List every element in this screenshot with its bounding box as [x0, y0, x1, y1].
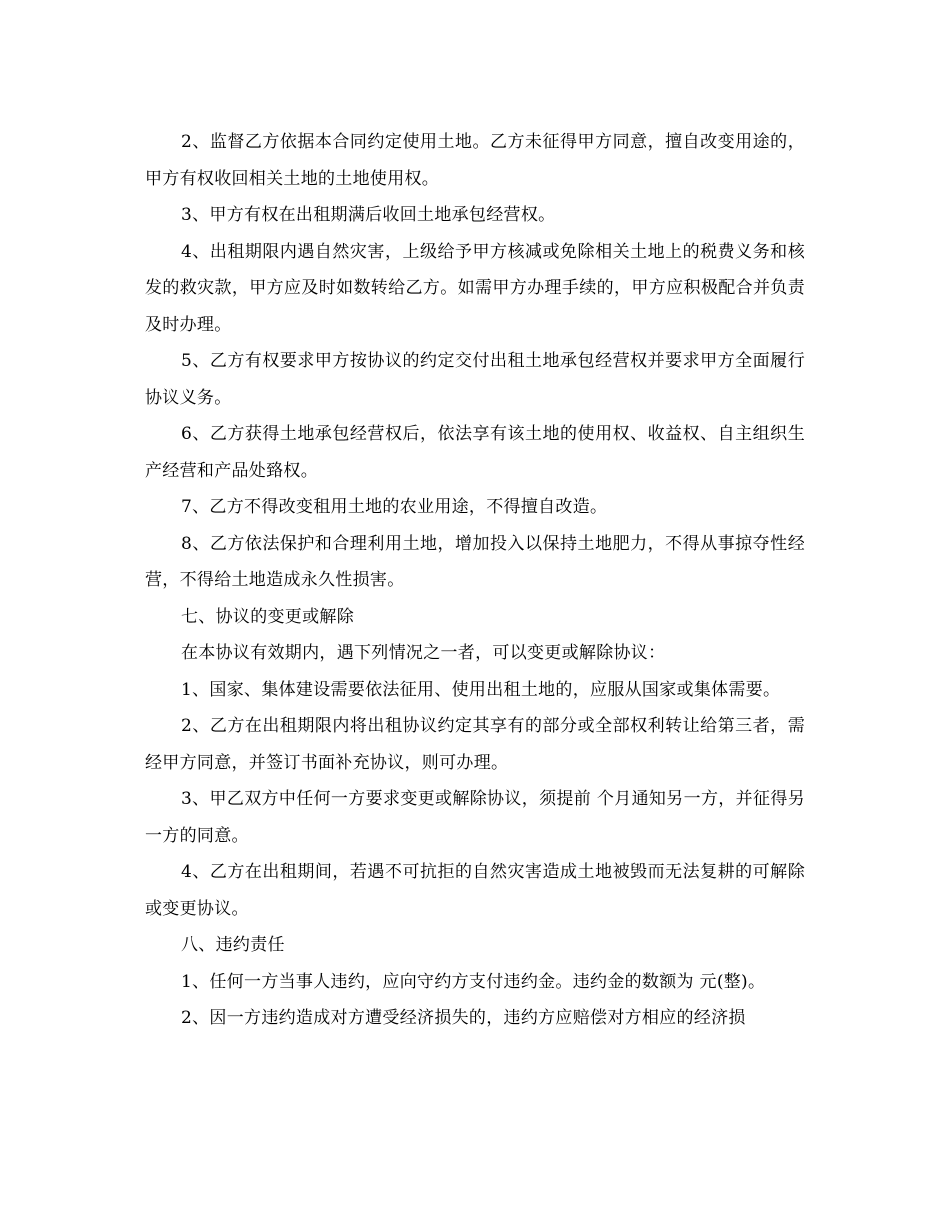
paragraph-advance-notice: 3、甲乙双方中任何一方要求变更或解除协议，须提前 个月通知另一方，并征得另一方的同意。 — [145, 789, 805, 846]
section-heading-liability: 八、违约责任 — [181, 935, 285, 955]
paragraph-delivery-rights: 5、乙方有权要求甲方按协议的约定交付出租土地承包经营权并要求甲方全面履行协议义务。 — [145, 351, 805, 408]
paragraph-change-conditions: 在本协议有效期内，遇下列情况之一者，可以变更或解除协议： — [181, 643, 666, 663]
document-body — [145, 124, 805, 1037]
section-heading-change-termination: 七、协议的变更或解除 — [181, 606, 354, 627]
paragraph-state-requisition: 1、国家、集体建设需要依法征用、使用出租土地的，应服从国家或集体需要。 — [181, 679, 781, 700]
paragraph-compensation: 2、因一方违约造成对方遭受经济损失的，违约方应赔偿对方相应的经济损 — [181, 1008, 746, 1028]
paragraph-land-protection: 8、乙方依法保护和合理利用土地，增加投入以保持土地肥力，不得从事掠夺性经营，不得给土地造成永久性损害。 — [145, 533, 805, 590]
paragraph-use-rights: 6、乙方获得土地承包经营权后，依法享有该土地的使用权、收益权、自主组织生产经营和产品处臵权。 — [145, 424, 805, 481]
paragraph-force-majeure: 4、乙方在出租期间，若遇不可抗拒的自然灾害造成土地被毁而无法复耕的可解除或变更协议。 — [145, 862, 805, 919]
paragraph-supervise-use: 2、监督乙方依据本合同约定使用土地。乙方未征得甲方同意，擅自改变用途的，甲方有权收回相关土地的土地使用权。 — [145, 132, 805, 189]
paragraph-natural-disaster: 4、出租期限内遇自然灾害，上级给予甲方核减或免除相关土地上的税费义务和核发的救灾款，甲方应及时如数转给乙方。如需甲方办理手续的，甲方应积极配合并负责及时办理。 — [145, 241, 805, 335]
paragraph-penalty: 1、任何一方当事人违约，应向守约方支付违约金。违约金的数额为 元(整)。 — [181, 971, 766, 992]
paragraph-reclaim-rights: 3、甲方有权在出租期满后收回土地承包经营权。 — [181, 205, 556, 225]
paragraph-transfer-rights: 2、乙方在出租期限内将出租协议约定其享有的部分或全部权利转让给第三者，需经甲方同意，并签订书面补充协议，则可办理。 — [145, 716, 805, 773]
paragraph-agricultural-use: 7、乙方不得改变租用土地的农业用途，不得擅自改造。 — [181, 497, 608, 517]
